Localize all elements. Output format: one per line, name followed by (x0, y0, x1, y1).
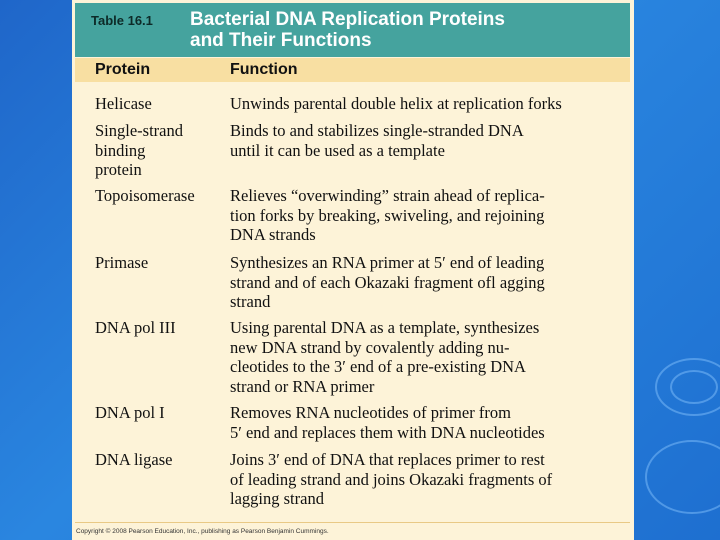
protein-cell: DNA ligase (95, 450, 173, 469)
table-title (190, 9, 630, 51)
protein-cell: Single-strand binding protein (95, 121, 183, 179)
ripple-decoration (645, 440, 720, 514)
protein-cell: Topoisomerase (95, 186, 195, 205)
function-cell: Unwinds parental double helix at replication forks (230, 94, 562, 113)
table-bottom-rule (75, 522, 630, 523)
table-header-row (75, 58, 630, 82)
function-cell: Binds to and stabilizes single-stranded DNA until it can be used as a template (230, 121, 524, 160)
table-title-bar (75, 3, 630, 57)
column-header-function: Function (230, 61, 298, 78)
function-cell: Using parental DNA as a template, synthesizes new DNA strand by covalently adding nu- cleotides to the 3′ end of a pre-existing DNA strand or RNA primer (230, 318, 540, 396)
ripple-decoration (655, 358, 720, 416)
function-cell: Relieves “overwinding” strain ahead of replica- tion forks by breaking, swiveling, and rejoining DNA strands (230, 186, 545, 244)
protein-cell: DNA pol I (95, 403, 165, 422)
table-title-line-1: Bacterial DNA Replication Proteins (190, 9, 505, 30)
function-cell: Removes RNA nucleotides of primer from 5′ end and replaces them with DNA nucleotides (230, 403, 545, 442)
column-header-protein: Protein (95, 61, 151, 78)
protein-cell: Primase (95, 253, 149, 272)
copyright-notice: Copyright © 2008 Pearson Education, Inc., publishing as Pearson Benjamin Cummings. (76, 528, 329, 535)
function-cell: Synthesizes an RNA primer at 5′ end of leading strand and of each Okazaki fragment ofl agging strand (230, 253, 545, 311)
table-slide (72, 0, 634, 540)
table-number: Table 16.1 (91, 13, 153, 28)
function-cell: Joins 3′ end of DNA that replaces primer to rest of leading strand and joins Okazaki fragments of lagging strand (230, 450, 553, 508)
protein-cell: Helicase (95, 94, 152, 113)
protein-cell: DNA pol III (95, 318, 176, 337)
table-title-line-2: and Their Functions (190, 30, 372, 51)
